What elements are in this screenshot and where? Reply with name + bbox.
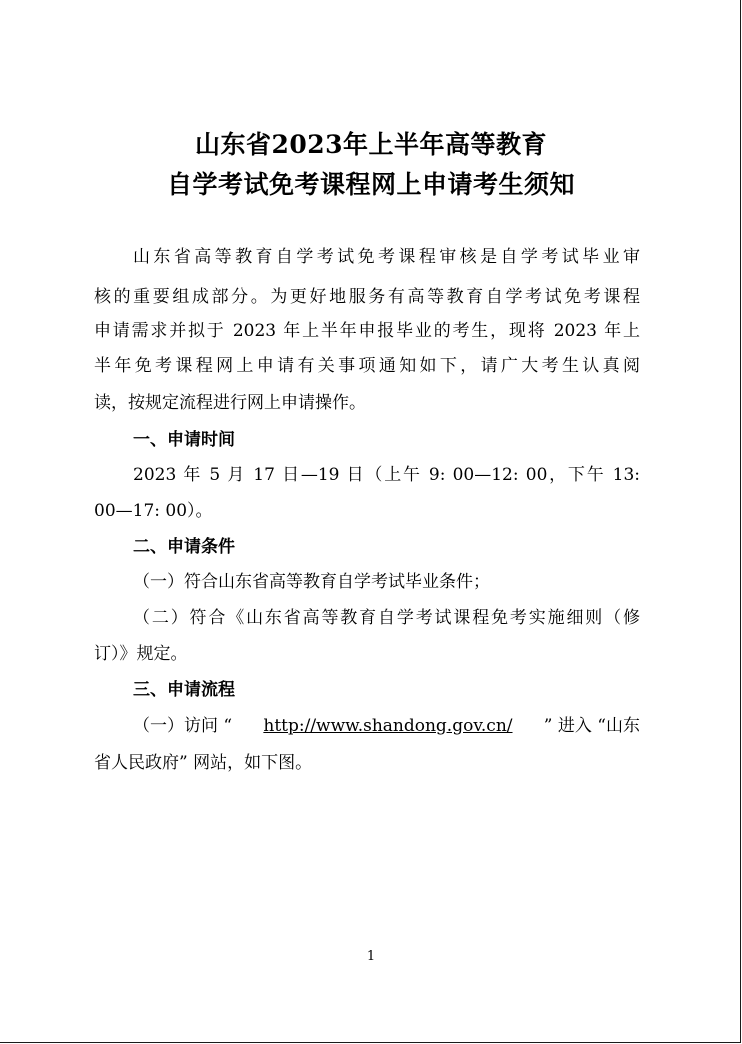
- application-time-line-2: 00—17: 00）。: [94, 501, 213, 521]
- application-time-line-1: 2023 年 5 月 17 日—19 日（上午 9: 00—12: 00，下午 13:: [133, 465, 640, 485]
- intro-line-5: 读，按规定流程进行网上申请操作。: [94, 393, 366, 413]
- condition-item-2-line-1: （二）符合《山东省高等教育自学考试课程免考实施细则（修: [133, 608, 640, 628]
- section-heading-application-conditions: 二、申请条件: [133, 537, 235, 557]
- condition-item-2-line-2: 订）》规定。: [94, 644, 188, 664]
- intro-line-4: 半年免考课程网上申请有关事项通知如下，请广大考生认真阅: [94, 356, 640, 376]
- intro-line-1: 山东省高等教育自学考试免考课程审核是自学考试毕业审: [133, 247, 640, 267]
- page-number: 1: [366, 949, 376, 964]
- section-heading-application-process: 三、申请流程: [133, 680, 235, 700]
- process-item-1-prefix: （一）访问 “: [133, 716, 233, 736]
- intro-line-3: 申请需求并拟于 2023 年上半年申报毕业的考生，现将 2023 年上: [94, 321, 640, 341]
- intro-line-2: 核的重要组成部分。为更好地服务有高等教育自学考试免考课程: [94, 287, 640, 307]
- process-item-1-line-1: [133, 713, 640, 739]
- shandong-gov-link[interactable]: http://www.shandong.gov.cn/: [263, 716, 513, 736]
- condition-item-1: （一）符合山东省高等教育自学考试毕业条件；: [133, 572, 490, 592]
- document-title-line-1: 山东省2023年上半年高等教育: [194, 130, 548, 159]
- section-heading-application-time: 一、申请时间: [133, 430, 235, 450]
- process-item-1-suffix: ” 进入 “山东: [543, 716, 640, 736]
- document-title-line-2: 自学考试免考课程网上申请考生须知: [166, 170, 575, 199]
- process-item-1-line-2: 省人民政府” 网站，如下图。: [94, 753, 313, 773]
